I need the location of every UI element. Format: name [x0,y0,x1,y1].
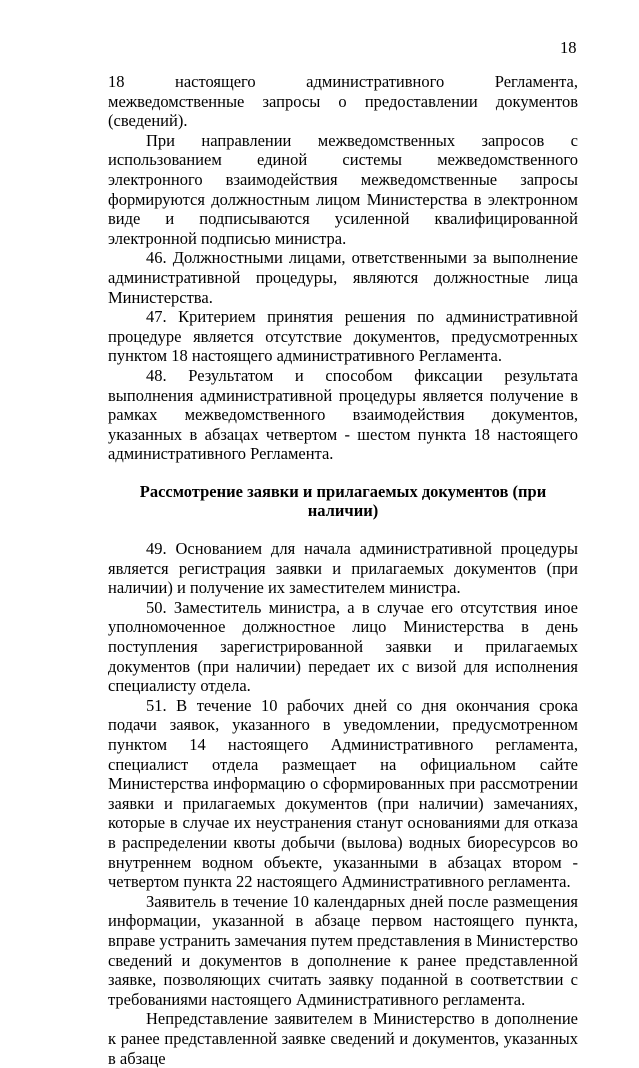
paragraph-49: 49. Основанием для начала административной процедуры является регистрация заявки и прилагаемых документов (при наличии) и получение их заместителем министра. [108,539,578,598]
page-number: 18 [560,38,577,57]
paragraph-47: 47. Критерием принятия решения по административной процедуре является отсутствие документов, предусмотренных пунктом 18 настоящего административного Регламента. [108,307,578,366]
document-body [108,72,578,1068]
paragraph-applicant-rights: Заявитель в течение 10 календарных дней после размещения информации, указанной в абзаце первом настоящего пункта, вправе устранить замечания путем представления в Министерство сведений и документов в дополнение к ранее представленной заявке, позволяющих считать заявку поданной в соответствии с требованиями настоящего Административного регламента. [108,891,578,1009]
paragraph-51: 51. В течение 10 рабочих дней со дня окончания срока подачи заявок, указанного в уведомлении, предусмотренном пунктом 14 настоящего Административного регламента, специалист отдела размещает на официальном сайте Министерства информацию о сформированных при рассмотрении заявки и прилагаемых документов (при наличии) замечаниях, которые в случае их неустранения станут основаниями для отказа в распределении квоты добычи (вылова) водных биоресурсов во внутреннем водном объекте, указанными в абзацах втором - четвертом пункта 22 настоящего Административного регламента. [108,695,578,892]
paragraph-48: 48. Результатом и способом фиксации результата выполнения административной процедуры является получение в рамках межведомственного взаимодействия документов, указанных в абзацах четвертом - шестом пункта 18 настоящего административного Регламента. [108,365,578,464]
paragraph-interagency-requests: При направлении межведомственных запросов с использованием единой системы межведомственного электронного взаимодействия межведомственные запросы формируются должностным лицом Министерства в электронном виде и подписываются усиленной квалифицированной электронной подписью министра. [108,130,578,248]
paragraph-50: 50. Заместитель министра, а в случае его отсутствия иное уполномоченное должностное лицо Министерства в день поступления зарегистрированной заявки и прилагаемых документов (при наличии) передает их с визой для исполнения специалисту отдела. [108,597,578,696]
paragraph-non-submission: Непредставление заявителем в Министерство в дополнение к ранее представленной заявке сведений и документов, указанных в абзаце [108,1009,578,1068]
section-heading: Рассмотрение заявки и прилагаемых документов (при наличии) [139,481,547,521]
paragraph-continuation: 18 настоящего административного Регламента, межведомственные запросы о предоставлении документов (сведений). [108,72,578,131]
paragraph-46: 46. Должностными лицами, ответственными за выполнение административной процедуры, являются должностные лица Министерства. [108,248,578,307]
